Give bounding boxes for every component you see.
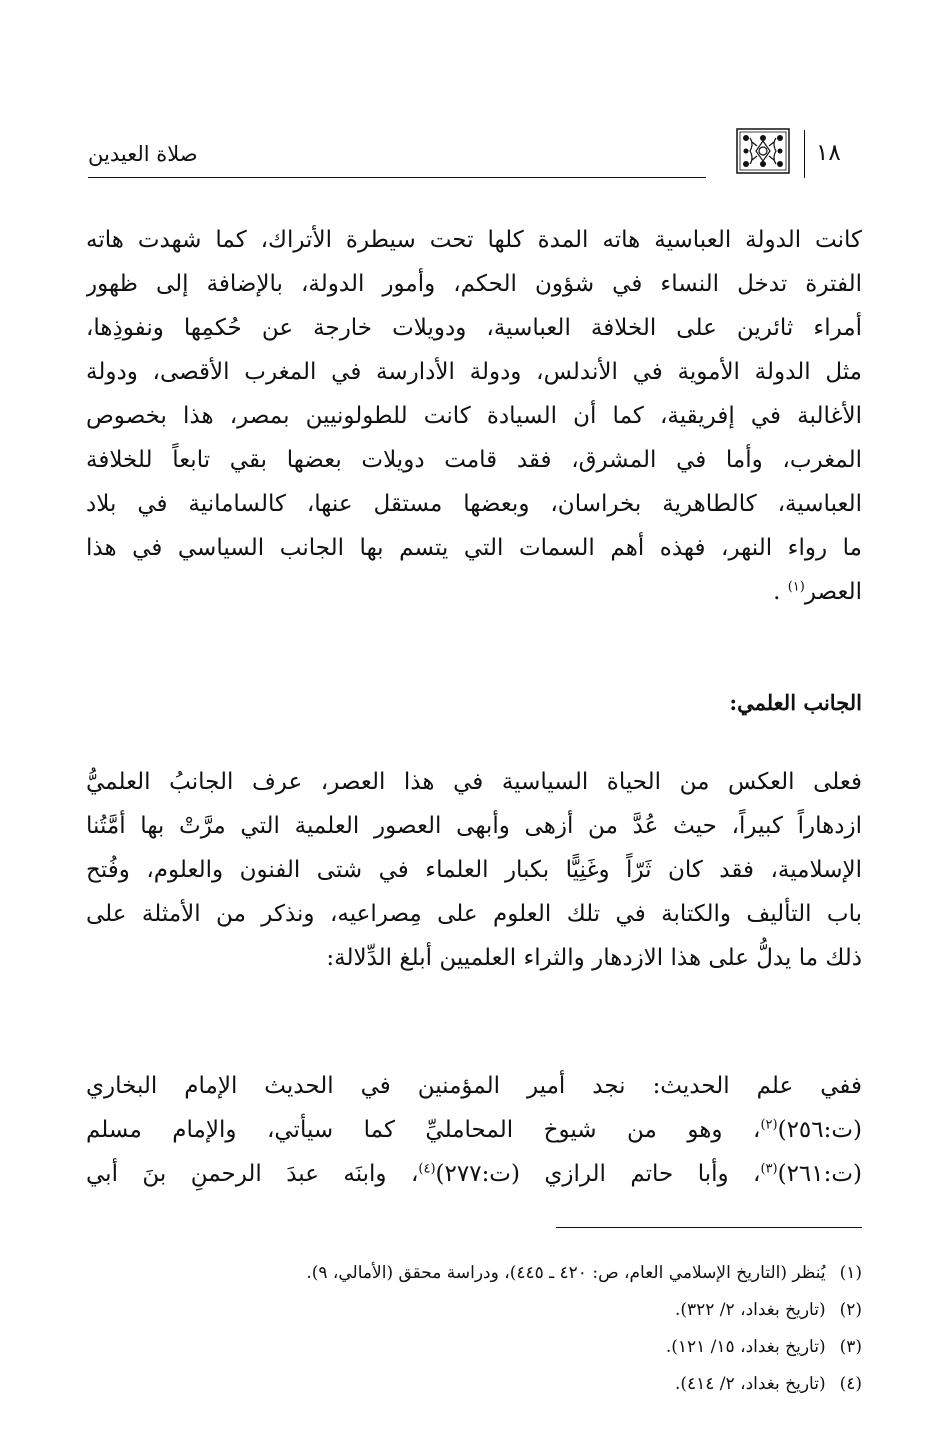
text-line: المغرب، وأما في المشرق، فقد قامت دويلات بعضها بقي تابعاً للخلافة — [86, 447, 862, 473]
paragraph-scientific — [86, 760, 862, 980]
text-fragment: (ت:٢٥٦) — [777, 1117, 862, 1143]
header-divider — [804, 130, 805, 178]
paragraph-political — [86, 218, 862, 614]
lead-phrase: ففي علم الحديث: — [652, 1073, 862, 1099]
footnote-ref: (٤) — [418, 1161, 436, 1177]
footnote-text: (تاريخ بغداد، ١٥/ ١٢١). — [665, 1337, 826, 1357]
text-line: مثل الدولة الأموية في الأندلس، ودولة الأدارسة في المغرب الأقصى، ودولة — [86, 359, 862, 385]
page-number: ١٨ — [816, 140, 841, 166]
text-line: العباسية، كالطاهرية بخراسان، وبعضها مستقل عنها، كالسامانية في بلاد — [86, 491, 862, 517]
text-line: ازدهاراً كبيراً، حيث عُدَّ من أزهى وأبهى العصور العلمية التي مرَّتْ بها أمَّتُنا — [86, 813, 862, 839]
chapter-title: صلاة العيدين — [88, 142, 198, 166]
footnote-number: (٤) — [839, 1374, 862, 1394]
text-line: ذلك ما يدلُّ على هذا الازدهار والثراء العلميين أبلغ الدِّلالة: — [326, 945, 862, 971]
text-fragment: ، وابنَه عبدَ الرحمنِ بنَ أبي — [86, 1161, 419, 1187]
footnotes — [86, 1255, 862, 1403]
footnote-item — [86, 1292, 862, 1329]
running-header — [88, 128, 860, 178]
text-fragment: ، وهو من شيوخ المحامليِّ كما سيأتي، والإمام مسلم — [86, 1117, 761, 1143]
footnote-number: (٣) — [839, 1337, 862, 1357]
text-line: باب التأليف والكتابة في تلك العلوم على مِصراعيه، ونذكر من الأمثلة على — [86, 901, 862, 927]
text-fragment: العصر — [804, 579, 862, 605]
footnote-rule — [556, 1227, 862, 1228]
text-line — [86, 1152, 862, 1196]
ornament-icon — [736, 128, 790, 174]
text-fragment: ، وأبا حاتم الرازي (ت:٢٧٧) — [435, 1161, 761, 1187]
paragraph-hadith — [86, 1064, 862, 1196]
footnote-ref: (٢) — [760, 1117, 778, 1133]
text-line-last — [86, 570, 862, 614]
text-line — [86, 1064, 862, 1108]
section-heading: الجانب العلمي: — [729, 690, 862, 715]
text-line — [86, 1108, 862, 1152]
text-fragment: . — [773, 579, 781, 605]
text-line: الفترة تدخل النساء في شؤون الحكم، وأمور الدولة، بالإضافة إلى ظهور — [86, 271, 862, 297]
footnote-item — [86, 1255, 862, 1292]
text-line: الإسلامية، فقد كان ثَرّاً وغَنِيًّا بكبار العلماء في شتى الفنون والعلوم، وفُتح — [86, 857, 862, 883]
footnote-text: يُنظر (التاريخ الإسلامي العام، ص: ٤٢٠ ـ ٤٤٥)، ودراسة محقق (الأمالي، ٩). — [306, 1263, 826, 1283]
footnote-ref: (٣) — [760, 1161, 778, 1177]
footnote-ref: (١) — [787, 579, 805, 595]
text-line: فعلى العكس من الحياة السياسية في هذا العصر، عرف الجانبُ العلميُّ — [86, 769, 862, 795]
text-line: أمراء ثائرين على الخلافة العباسية، ودويلات خارجة عن حُكمِها ونفوذِها، — [86, 315, 862, 341]
header-rule — [88, 177, 706, 178]
footnote-item — [86, 1366, 862, 1403]
text-line: الأغالبة في إفريقية، كما أن السيادة كانت للطولونيين بمصر، هذا بخصوص — [86, 403, 862, 429]
text-fragment: (ت:٢٦١) — [777, 1161, 862, 1187]
footnote-text: (تاريخ بغداد، ٢/ ٣٢٢). — [674, 1300, 826, 1320]
footnote-item — [86, 1329, 862, 1366]
footnote-text: (تاريخ بغداد، ٢/ ٤١٤). — [674, 1374, 826, 1394]
footnote-number: (١) — [839, 1263, 862, 1283]
footnote-number: (٢) — [839, 1300, 862, 1320]
text-fragment: نجد أمير المؤمنين في الحديث الإمام البخاري — [86, 1073, 626, 1099]
text-line: ما رواء النهر، فهذه أهم السمات التي يتسم بها الجانب السياسي في هذا — [86, 535, 862, 561]
text-line: كانت الدولة العباسية هاته المدة كلها تحت سيطرة الأتراك، كما شهدت هاته — [86, 227, 862, 253]
